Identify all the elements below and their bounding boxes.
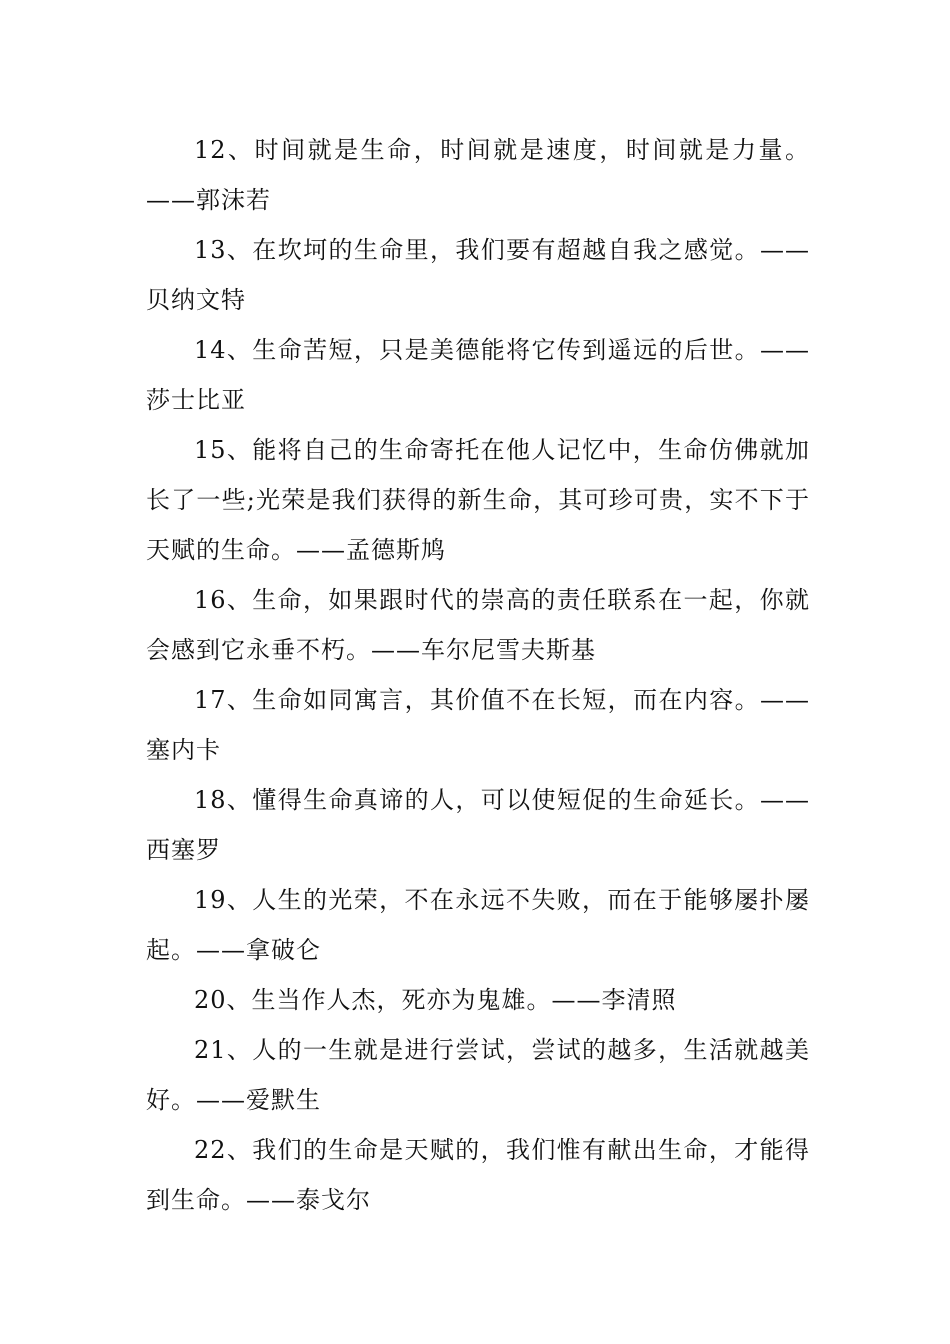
quote-14: 14、生命苦短，只是美德能将它传到遥远的后世。——莎士比亚 xyxy=(146,336,810,414)
quote-12: 12、时间就是生命，时间就是速度，时间就是力量。——郭沫若 xyxy=(146,136,810,214)
quote-22: 22、我们的生命是天赋的，我们惟有献出生命，才能得到生命。——泰戈尔 xyxy=(146,1136,810,1214)
quote-16: 16、生命，如果跟时代的崇高的责任联系在一起，你就会感到它永垂不朽。——车尔尼雪夫斯基 xyxy=(146,586,810,664)
quote-18: 18、懂得生命真谛的人，可以使短促的生命延长。——西塞罗 xyxy=(146,786,810,864)
quote-17: 17、生命如同寓言，其价值不在长短，而在内容。——塞内卡 xyxy=(146,686,810,764)
quote-21: 21、人的一生就是进行尝试，尝试的越多，生活就越美好。——爱默生 xyxy=(146,1036,810,1114)
quote-list xyxy=(146,125,810,1225)
quote-15: 15、能将自己的生命寄托在他人记忆中，生命仿佛就加长了一些;光荣是我们获得的新生命，其可珍可贵，实不下于天赋的生命。——孟德斯鸠 xyxy=(146,436,810,564)
quote-19: 19、人生的光荣，不在永远不失败，而在于能够屡扑屡起。——拿破仑 xyxy=(146,886,810,964)
quote-13: 13、在坎坷的生命里，我们要有超越自我之感觉。——贝纳文特 xyxy=(146,236,810,314)
quote-20: 20、生当作人杰，死亦为鬼雄。——李清照 xyxy=(194,986,677,1014)
